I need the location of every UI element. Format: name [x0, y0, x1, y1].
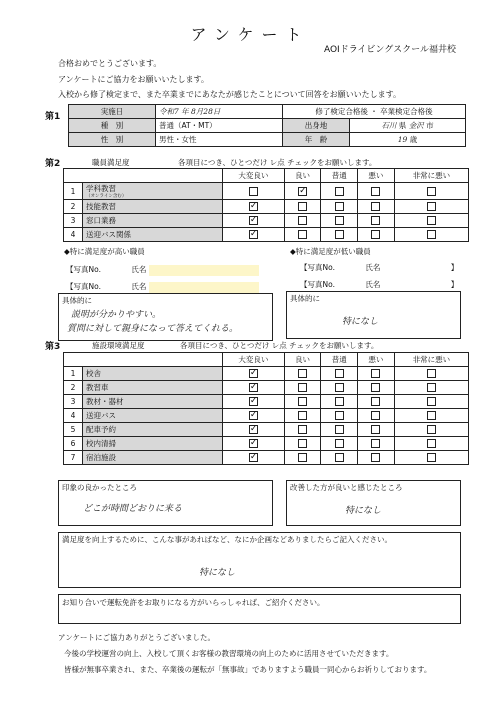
facility-checkbox-cell	[284, 409, 321, 423]
section-1-table	[68, 104, 466, 147]
facility-checkbox-cell	[321, 409, 358, 423]
age-value[interactable]: 19	[397, 135, 408, 144]
staff-checkbox-cell	[358, 183, 395, 200]
checkbox[interactable]	[427, 411, 436, 420]
staff-row-label-text: 窓口業務	[86, 216, 116, 225]
checkbox[interactable]	[427, 453, 436, 462]
staff-row	[64, 183, 469, 200]
staff-checkbox-cell	[223, 200, 285, 214]
high-name-field[interactable]	[149, 265, 259, 276]
staff-col-header: 良い	[284, 169, 321, 183]
low-staff-title: ◆特に満足度が低い職員	[290, 247, 371, 256]
plan-value: 特になし	[199, 568, 236, 578]
age-suffix: 歳	[409, 135, 418, 144]
checkbox[interactable]	[427, 425, 436, 434]
date-value[interactable]: 令和7 年 8月28日	[159, 107, 221, 116]
checkbox[interactable]	[427, 369, 436, 378]
facility-row-label-text: 教材・器材	[86, 397, 124, 406]
facility-row	[64, 451, 469, 465]
facility-checkbox-cell	[358, 409, 395, 423]
staff-row	[64, 200, 469, 214]
facility-checkbox-cell	[358, 437, 395, 451]
checkbox[interactable]	[427, 202, 436, 211]
facility-row	[64, 423, 469, 437]
facility-checkbox-cell	[223, 381, 285, 395]
good-points-value: どこが時間どおりに来る	[83, 504, 183, 514]
high-detail-line-2: 質問に対して親身になって答えてくれる。	[67, 324, 239, 334]
facility-checkbox-cell	[321, 451, 358, 465]
intro-line-1: 合格おめでとうございます。	[58, 59, 162, 68]
staff-checkbox-cell	[321, 228, 358, 242]
checkbox[interactable]: ✓	[249, 410, 258, 421]
high-detail-label: 具体的に	[62, 296, 92, 305]
exam-timing-label[interactable]: 修了検定合格後 ・ 卒業検定合格後	[283, 105, 466, 119]
checkbox[interactable]	[371, 411, 380, 420]
intro-line-3: 入校から修了検定まで、また卒業までにあなたが感じたことについて回答をお願いいたします。	[58, 90, 402, 99]
checkbox[interactable]: ✓	[249, 368, 258, 379]
facility-row-label	[83, 395, 223, 409]
staff-row-label-text: 技能教習	[86, 202, 116, 211]
checkbox[interactable]	[371, 187, 380, 196]
staff-row-sublabel: （オンライン含む）	[86, 194, 127, 199]
low-photo-label: 【写真No.	[300, 263, 335, 272]
high-detail-line-1: 説明が分かりやすい。	[71, 310, 162, 320]
low-close-bracket: 】	[450, 263, 459, 272]
facility-row-label	[83, 451, 223, 465]
staff-col-header: 普通	[321, 169, 358, 183]
section-2-heading: 職員満足度	[92, 158, 130, 167]
staff-col-header: 悪い	[358, 169, 395, 183]
referral-label: お知り合いで運転免許をお取りになる方がいらっしゃれば、ご紹介ください。	[62, 598, 325, 607]
facility-checkbox-cell	[394, 367, 468, 381]
checkbox[interactable]	[335, 411, 344, 420]
facility-checkbox-cell	[223, 395, 285, 409]
facility-row-label-text: 宿泊施設	[86, 453, 116, 462]
staff-checkbox-cell	[284, 183, 321, 200]
checkbox[interactable]	[335, 369, 344, 378]
facility-row-label-text: 校舎	[86, 369, 101, 378]
facility-checkbox-cell	[321, 395, 358, 409]
checkbox[interactable]	[371, 439, 380, 448]
sex-label: 性 別	[69, 133, 156, 147]
facility-checkbox-cell	[358, 423, 395, 437]
low-detail-value: 特になし	[342, 317, 379, 327]
type-label: 種 別	[69, 119, 156, 133]
origin-label: 出身地	[283, 119, 350, 133]
checkbox[interactable]	[371, 230, 380, 239]
facility-row-label	[83, 423, 223, 437]
high-photo-label: 【写真No.	[66, 265, 101, 274]
staff-row-label	[83, 214, 223, 228]
section-3-instruction: 各項目につき、ひとつだけ レ点 チェックをお願いします。	[180, 341, 379, 350]
prefecture-suffix: 県	[398, 121, 407, 130]
footer-line-1: アンケートにご協力ありがとうございました。	[58, 633, 216, 642]
checkbox[interactable]	[427, 216, 436, 225]
high-detail-box[interactable]	[58, 293, 273, 341]
checkbox[interactable]	[335, 230, 344, 239]
checkbox[interactable]: ✓	[249, 396, 258, 407]
facility-row-number: 5	[64, 423, 83, 437]
section-1-number: 第1	[45, 112, 61, 122]
type-value[interactable]: 普通（AT・MT）	[156, 119, 283, 133]
age-label: 年 齢	[283, 133, 350, 147]
low-photo-label-2: 【写真No.	[300, 280, 335, 289]
checkbox[interactable]	[298, 230, 307, 239]
footer-line-2: 今後の学校運営の向上、入校して頂くお客様の教習環境の向上のために活用させていただきます。	[64, 649, 394, 658]
facility-checkbox-cell	[394, 451, 468, 465]
staff-checkbox-cell	[358, 228, 395, 242]
section-2-instruction: 各項目につき、ひとつだけ レ点 チェックをお願いします。	[178, 158, 377, 167]
facility-checkbox-cell	[394, 381, 468, 395]
sex-value[interactable]: 男性・女性	[156, 133, 283, 147]
checkbox[interactable]: ✓	[249, 201, 258, 212]
facility-row	[64, 395, 469, 409]
facility-row-label-text: 配車予約	[86, 425, 116, 434]
section-2-number: 第2	[45, 159, 61, 169]
facility-checkbox-cell	[394, 395, 468, 409]
low-detail-box[interactable]	[286, 291, 461, 339]
facility-checkbox-cell	[284, 451, 321, 465]
checkbox[interactable]	[427, 383, 436, 392]
staff-row-label-text: 学科教習	[86, 184, 116, 193]
improve-points-box[interactable]	[286, 480, 461, 526]
checkbox[interactable]	[298, 369, 307, 378]
page-title: アンケート	[190, 25, 310, 44]
facility-checkbox-cell	[284, 395, 321, 409]
facility-checkbox-cell	[223, 409, 285, 423]
improve-points-value: 特になし	[345, 506, 382, 516]
high-name-label-2: 氏名	[131, 282, 147, 291]
checkbox[interactable]	[371, 425, 380, 434]
high-staff-title: ◆特に満足度が高い職員	[64, 247, 145, 256]
plan-box[interactable]	[58, 532, 461, 588]
facility-row-label	[83, 381, 223, 395]
low-close-bracket-2: 】	[450, 280, 459, 289]
staff-checkbox-cell	[394, 214, 468, 228]
checkbox[interactable]	[298, 439, 307, 448]
checkbox[interactable]	[335, 216, 344, 225]
staff-row-number: 4	[64, 228, 83, 242]
facility-checkbox-cell	[284, 437, 321, 451]
facility-checkbox-cell	[358, 451, 395, 465]
facility-checkbox-cell	[394, 409, 468, 423]
staff-checkbox-cell	[284, 214, 321, 228]
high-photo-label-2: 【写真No.	[66, 282, 101, 291]
checkbox[interactable]	[298, 425, 307, 434]
checkbox[interactable]	[371, 369, 380, 378]
facility-checkbox-cell	[394, 437, 468, 451]
facility-row-label-text: 送迎バス	[86, 411, 116, 420]
facility-checkbox-cell	[223, 437, 285, 451]
staff-row	[64, 214, 469, 228]
facility-checkbox-cell	[321, 437, 358, 451]
staff-checkbox-cell	[321, 200, 358, 214]
facility-row-label	[83, 409, 223, 423]
staff-row	[64, 228, 469, 242]
checkbox[interactable]	[371, 397, 380, 406]
checkbox[interactable]: ✓	[249, 215, 258, 226]
low-detail-label: 具体的に	[290, 294, 320, 303]
facility-checkbox-cell	[223, 423, 285, 437]
staff-checkbox-cell	[284, 228, 321, 242]
checkbox[interactable]	[371, 453, 380, 462]
staff-row-label	[83, 228, 223, 242]
facility-checkbox-cell	[284, 423, 321, 437]
facility-row-number: 3	[64, 395, 83, 409]
staff-checkbox-cell	[358, 214, 395, 228]
facility-col-header: 普通	[321, 353, 358, 367]
facility-col-header: 良い	[284, 353, 321, 367]
facility-checkbox-cell	[223, 367, 285, 381]
facility-checkbox-cell	[358, 381, 395, 395]
staff-col-header: 大変良い	[223, 169, 285, 183]
checkbox[interactable]	[335, 202, 344, 211]
checkbox[interactable]	[298, 202, 307, 211]
checkbox[interactable]	[335, 439, 344, 448]
good-points-box[interactable]	[58, 480, 273, 526]
facility-row	[64, 409, 469, 423]
checkbox[interactable]: ✓	[249, 382, 258, 393]
facility-checkbox-cell	[284, 381, 321, 395]
facility-row-number: 7	[64, 451, 83, 465]
facility-row-label-text: 教習車	[86, 383, 109, 392]
facility-checkbox-cell	[284, 367, 321, 381]
facility-checkbox-cell	[358, 395, 395, 409]
facility-row-label	[83, 437, 223, 451]
checkbox[interactable]	[249, 187, 258, 196]
staff-checkbox-cell	[358, 200, 395, 214]
facility-row-number: 2	[64, 381, 83, 395]
checkbox[interactable]	[335, 383, 344, 392]
staff-row-label-text: 送迎バス関係	[86, 230, 131, 239]
checkbox[interactable]	[298, 453, 307, 462]
facility-header-blank	[64, 353, 223, 367]
good-points-label: 印象の良かったところ	[62, 483, 137, 492]
facility-col-header: 非常に悪い	[394, 353, 468, 367]
prefecture-value[interactable]: 石川	[381, 121, 397, 130]
facility-checkbox-cell	[321, 381, 358, 395]
checkbox[interactable]	[298, 216, 307, 225]
staff-checkbox-cell	[284, 200, 321, 214]
checkbox[interactable]	[427, 439, 436, 448]
staff-checkbox-cell	[321, 214, 358, 228]
facility-satisfaction-table	[63, 352, 469, 465]
checkbox[interactable]	[371, 383, 380, 392]
facility-checkbox-cell	[223, 451, 285, 465]
checkbox[interactable]: ✓	[249, 438, 258, 449]
checkbox[interactable]	[371, 216, 380, 225]
checkbox[interactable]: ✓	[299, 185, 307, 196]
staff-satisfaction-table	[63, 168, 469, 242]
low-name-label: 氏名	[365, 263, 381, 272]
low-name-label-2: 氏名	[365, 280, 381, 289]
checkbox[interactable]: ✓	[249, 452, 258, 463]
facility-row	[64, 437, 469, 451]
staff-header-blank	[64, 169, 223, 183]
section-3-number: 第3	[45, 342, 61, 352]
staff-checkbox-cell	[223, 183, 285, 200]
checkbox[interactable]	[371, 202, 380, 211]
facility-row-number: 4	[64, 409, 83, 423]
facility-row	[64, 367, 469, 381]
facility-row	[64, 381, 469, 395]
facility-checkbox-cell	[321, 367, 358, 381]
checkbox[interactable]	[298, 397, 307, 406]
facility-row-number: 6	[64, 437, 83, 451]
footer-line-3: 皆様が無事卒業され、また、卒業後の運転が「無事故」でありますよう職員一同心からお祈りしております。	[64, 665, 432, 674]
staff-checkbox-cell	[394, 200, 468, 214]
staff-row-number: 2	[64, 200, 83, 214]
staff-row-number: 3	[64, 214, 83, 228]
staff-checkbox-cell	[223, 228, 285, 242]
facility-checkbox-cell	[321, 423, 358, 437]
referral-box[interactable]	[58, 594, 461, 624]
section-3-heading: 施設環境満足度	[92, 341, 145, 350]
facility-col-header: 大変良い	[223, 353, 285, 367]
facility-row-number: 1	[64, 367, 83, 381]
staff-checkbox-cell	[394, 228, 468, 242]
facility-row-label-text: 校内清掃	[86, 439, 116, 448]
staff-row-number: 1	[64, 183, 83, 200]
intro-line-2: アンケートにご協力をお願いいたします。	[58, 75, 209, 84]
checkbox[interactable]	[427, 397, 436, 406]
facility-checkbox-cell	[358, 367, 395, 381]
checkbox[interactable]	[335, 425, 344, 434]
checkbox[interactable]	[298, 411, 307, 420]
high-name-label: 氏名	[131, 265, 147, 274]
date-label: 実施日	[69, 105, 156, 119]
checkbox[interactable]	[335, 397, 344, 406]
checkbox[interactable]	[298, 383, 307, 392]
checkbox[interactable]	[335, 187, 344, 196]
school-name: AOIドライビングスクール福井校	[323, 45, 456, 55]
high-name-field-2[interactable]	[149, 282, 259, 293]
staff-col-header: 非常に悪い	[394, 169, 468, 183]
checkbox[interactable]: ✓	[249, 424, 258, 435]
staff-row-label	[83, 183, 223, 200]
checkbox[interactable]	[427, 187, 436, 196]
checkbox[interactable]: ✓	[249, 229, 258, 240]
staff-checkbox-cell	[223, 214, 285, 228]
staff-checkbox-cell	[394, 183, 468, 200]
staff-checkbox-cell	[321, 183, 358, 200]
city-suffix: 市	[426, 121, 434, 130]
facility-col-header: 悪い	[358, 353, 395, 367]
facility-checkbox-cell	[394, 423, 468, 437]
staff-row-label	[83, 200, 223, 214]
city-value[interactable]: 金沢	[408, 121, 424, 130]
plan-label: 満足度を向上するために、こんな事があればなど、なにか企画などありましたらご記入ください。	[62, 535, 392, 544]
improve-points-label: 改善した方が良いと感じたところ	[290, 483, 403, 492]
checkbox[interactable]	[427, 230, 436, 239]
checkbox[interactable]	[335, 453, 344, 462]
facility-row-label	[83, 367, 223, 381]
